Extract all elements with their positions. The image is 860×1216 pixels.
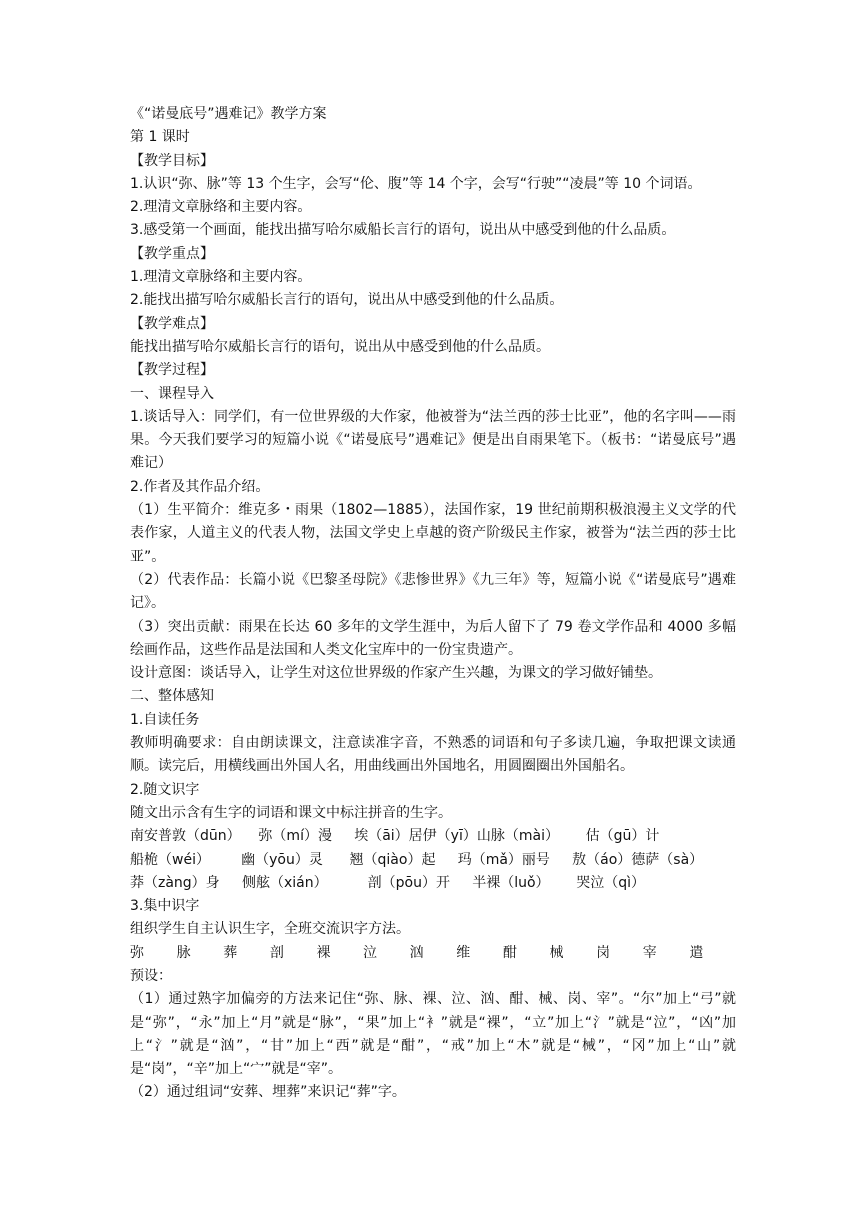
paragraph: 设计意图：谈话导入，让学生对这位世界级的作家产生兴趣，为课文的学习做好铺垫。 — [130, 665, 662, 682]
character: 裸 — [316, 944, 331, 961]
character-list — [130, 942, 736, 965]
character: 剖 — [269, 944, 284, 961]
character: 宰 — [642, 944, 657, 961]
section-heading-key-points: 【教学重点】 — [130, 245, 214, 262]
paragraph: 教师明确要求：自由朗读课文，注意读准字音，不熟悉的词语和句子多读几遍，争取把课文读通顺。读完后，用横线画出外国人名，用曲线画出外国地名，用圆圈圈出外国船名。 — [130, 735, 736, 775]
paragraph: 1.谈话导入：同学们，有一位世界级的大作家，他被誉为“法兰西的莎士比亚”，他的名字叫——雨果。今天我们要学习的短篇小说《“诺曼底号”遇难记》便是出自雨果笔下。（板书：“诺曼底号”遇难记） — [130, 408, 736, 472]
character: 岗 — [596, 944, 611, 961]
paragraph: 能找出描写哈尔威船长言行的语句，说出从中感受到他的什么品质。 — [130, 338, 550, 355]
doc-title: 《“诺曼底号”遇难记》教学方案 — [130, 106, 327, 122]
character: 遣 — [689, 944, 704, 961]
paragraph: （2）代表作品：长篇小说《巴黎圣母院》《悲惨世界》《九三年》等，短篇小说《“诺曼底号”遇难记》。 — [130, 571, 736, 612]
paragraph: 2.随文识字 — [130, 781, 200, 798]
document-page — [130, 103, 736, 1105]
character: 维 — [456, 944, 471, 961]
paragraph: 3.集中识字 — [130, 898, 200, 915]
character: 械 — [549, 944, 564, 961]
paragraph: 2.能找出描写哈尔威船长言行的语句，说出从中感受到他的什么品质。 — [130, 292, 564, 309]
paragraph: 2.作者及其作品介绍。 — [130, 478, 270, 495]
paragraph: （3）突出贡献：雨果在长达 60 多年的文学生涯中，为后人留下了 79 卷文学作品和 4000 多幅绘画作品，这些作品是法国和人类文化宝库中的一份宝贵遗产。 — [130, 618, 736, 658]
pinyin-row: 船桅（wéi） 幽（yōu）灵 翘（qiào）起 玛（mǎ）丽号 敖（áo）德萨（sà） — [130, 851, 704, 868]
paragraph: （1）生平简介：维克多・雨果（1802—1885），法国作家，19 世纪前期积极浪漫主义文学的代表作家，人道主义的代表人物，法国文学史上卓越的资产阶级民主作家，被誉为“法兰西的莎士比亚”。 — [130, 502, 736, 565]
character: 脉 — [176, 944, 191, 961]
paragraph: 1.理清文章脉络和主要内容。 — [130, 269, 312, 286]
section-heading-difficulties: 【教学难点】 — [130, 315, 214, 332]
pinyin-row: 莽（zàng）身 侧舷（xián） 剖（pōu）开 半裸（luǒ） 哭泣（qì） — [130, 874, 645, 891]
character: 酣 — [502, 944, 517, 961]
character: 葬 — [223, 944, 238, 961]
pinyin-row: 南安普敦（dūn） 弥（mí）漫 埃（āi）居伊（yī）山脉（mài） 估（gū）计 — [130, 828, 660, 845]
paragraph: 组织学生自主认识生字，全班交流识字方法。 — [130, 921, 410, 938]
section-heading-goals: 【教学目标】 — [130, 152, 214, 169]
character: 汹 — [409, 944, 424, 961]
subsection-heading: 二、整体感知 — [130, 688, 214, 705]
character: 泣 — [363, 944, 378, 961]
paragraph: （1）通过熟字加偏旁的方法来记住“弥、脉、裸、泣、汹、酣、械、岗、宰”。“尔”加上“弓”就是“弥”，“永”加上“月”就是“脉”，“果”加上“衤”就是“裸”，“立”加上“氵”就是“泣”，“凶”加上“氵”就是“汹”，“甘”加上“西”就是“酣”，“戒”加上“木”就是“械”，“冈”加上“山”就是“岗”，“辛”加上“宀”就是“宰”。 — [130, 991, 736, 1078]
paragraph: （2）通过组词“安葬、埋葬”来识记“葬”字。 — [130, 1084, 406, 1101]
paragraph: 3.感受第一个画面，能找出描写哈尔威船长言行的语句，说出从中感受到他的什么品质。 — [130, 222, 676, 239]
paragraph: 预设： — [130, 967, 172, 984]
paragraph: 2.理清文章脉络和主要内容。 — [130, 199, 312, 216]
subsection-heading: 一、课程导入 — [130, 385, 214, 402]
lesson-number: 第 1 课时 — [130, 129, 190, 146]
paragraph: 1.自读任务 — [130, 711, 200, 728]
section-heading-process: 【教学过程】 — [130, 362, 214, 379]
paragraph: 随文出示含有生字的词语和课文中标注拼音的生字。 — [130, 804, 452, 821]
character: 弥 — [130, 944, 144, 961]
paragraph: 1.认识“弥、脉”等 13 个生字，会写“伦、腹”等 14 个字，会写“行驶”“凌晨”等 10 个词语。 — [130, 175, 702, 192]
